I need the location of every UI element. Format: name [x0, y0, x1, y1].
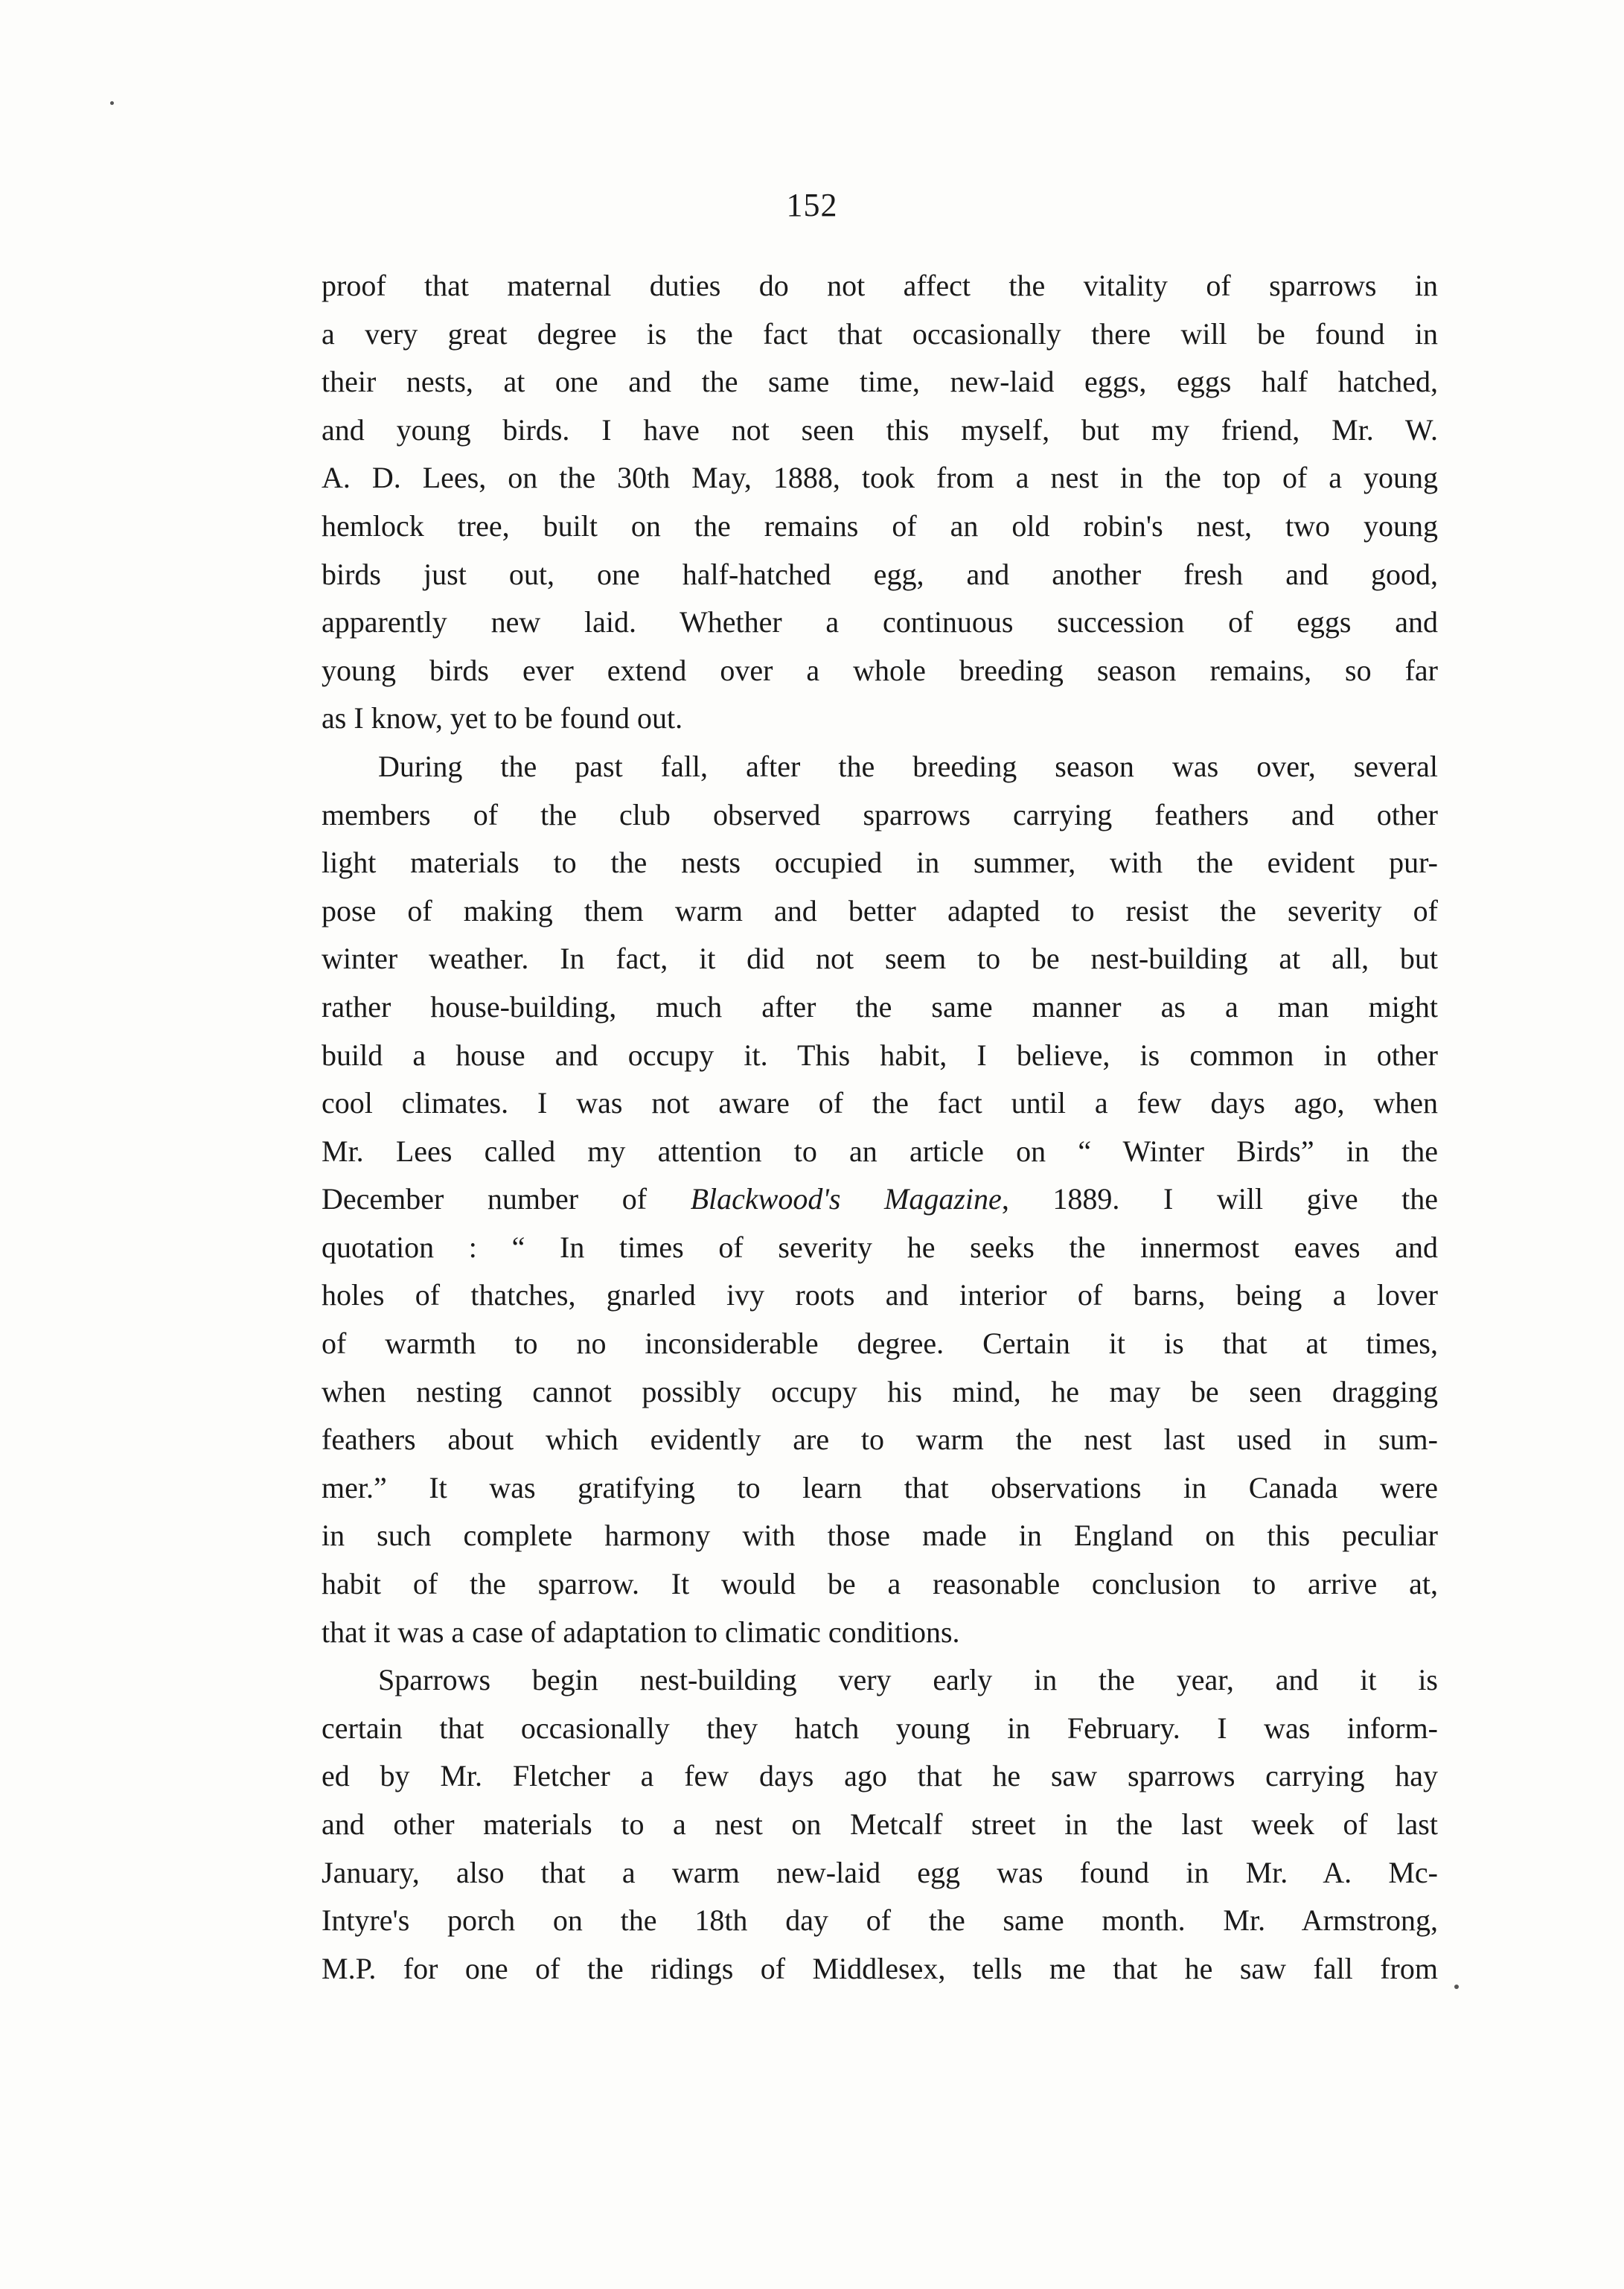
- text-line: mer.” It was gratifying to learn that observations in Canada were: [322, 1470, 1438, 1504]
- text-line: birds just out, one half-hatched egg, and another fresh and good,: [322, 557, 1438, 591]
- text-line-with-italic: [322, 1175, 1438, 1224]
- text-line: of warmth to no inconsiderable degree. Certain it is that at times,: [322, 1327, 1438, 1361]
- text-line: Mr. Lees called my attention to an article on “ Winter Birds” in the: [322, 1134, 1438, 1168]
- text-line: rather house-building, much after the same manner as a man might: [322, 989, 1438, 1024]
- text-line: feathers about which evidently are to warm the nest last used in sum-: [322, 1423, 1438, 1457]
- text-line: M.P. for one of the ridings of Middlesex, tells me that he saw fall from: [322, 1951, 1438, 1985]
- text-line: ed by Mr. Fletcher a few days ago that he saw sparrows carrying hay: [322, 1759, 1438, 1793]
- text-line: cool climates. I was not aware of the fact until a few days ago, when: [322, 1086, 1438, 1120]
- text-line: habit of the sparrow. It would be a reasonable conclusion to arrive at,: [322, 1567, 1438, 1601]
- text-line: as I know, yet to be found out.: [322, 701, 683, 735]
- scan-speck: [110, 101, 114, 105]
- text-line: quotation : “ In times of severity he seeks the innermost eaves and: [322, 1230, 1438, 1264]
- text-line: and young birds. I have not seen this myself, but my friend, Mr. W.: [322, 412, 1438, 447]
- page-number: 152: [786, 187, 838, 223]
- text-line: a very great degree is the fact that occasionally there will be found in: [322, 316, 1438, 351]
- text-line: winter weather. In fact, it did not seem to be nest-building at all, but: [322, 942, 1438, 976]
- text-line: their nests, at one and the same time, new-laid eggs, eggs half hatched,: [322, 365, 1438, 399]
- text-line: and other materials to a nest on Metcalf street in the last week of last: [322, 1807, 1438, 1841]
- text-line: A. D. Lees, on the 30th May, 1888, took from a nest in the top of a young: [322, 461, 1438, 495]
- paragraph-3: [322, 1656, 1438, 1993]
- text-line: holes of thatches, gnarled ivy roots and interior of barns, being a lover: [322, 1278, 1438, 1312]
- text-line: pose of making them warm and better adapted to resist the severity of: [322, 893, 1438, 928]
- text-line: apparently new laid. Whether a continuous succession of eggs and: [322, 605, 1438, 639]
- text-line: young birds ever extend over a whole breeding season remains, so far: [322, 653, 1438, 687]
- paragraph-2: [322, 743, 1438, 1656]
- text-line: light materials to the nests occupied in summer, with the evident pur-: [322, 846, 1438, 880]
- text-line: build a house and occupy it. This habit, I believe, is common in other: [322, 1038, 1438, 1072]
- text-line: proof that maternal duties do not affect the vitality of sparrows in: [322, 269, 1438, 302]
- text-line: January, also that a warm new-laid egg was found in Mr. A. Mc-: [322, 1855, 1438, 1889]
- text-line: hemlock tree, built on the remains of an old robin's nest, two young: [322, 508, 1438, 543]
- text-line: Sparrows begin nest-building very early in the year, and it is: [378, 1663, 1438, 1697]
- text-line: that it was a case of adaptation to climatic conditions.: [322, 1615, 960, 1649]
- scan-speck: [1454, 1985, 1459, 1989]
- text-line: Intyre's porch on the 18th day of the same month. Mr. Armstrong,: [322, 1903, 1438, 1938]
- text-run: December number of: [322, 1182, 691, 1216]
- body-text: [322, 262, 1438, 1993]
- text-line: when nesting cannot possibly occupy his mind, he may be seen dragging: [322, 1374, 1438, 1408]
- italic-title: Blackwood's Magazine: [690, 1182, 1002, 1216]
- text-line: certain that occasionally they hatch young in February. I was inform-: [322, 1711, 1438, 1745]
- paragraph-1: [322, 262, 1438, 743]
- text-line: members of the club observed sparrows carrying feathers and other: [322, 797, 1438, 831]
- text-line: in such complete harmony with those made in England on this peculiar: [322, 1519, 1438, 1553]
- text-line: During the past fall, after the breeding season was over, several: [378, 749, 1438, 783]
- text-run: , 1889. I will give the: [1001, 1182, 1439, 1216]
